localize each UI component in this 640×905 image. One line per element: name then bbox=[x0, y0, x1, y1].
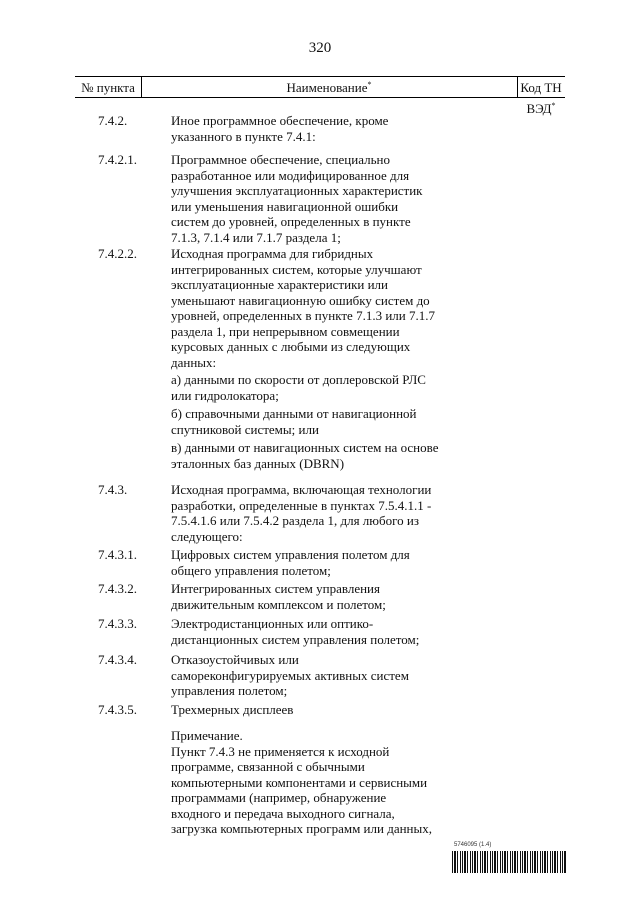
item-name: Отказоустойчивых или самореконфигурируемых активных систем управления полетом; bbox=[171, 652, 409, 698]
item-number: 7.4.3.3. bbox=[98, 616, 137, 631]
barcode-icon bbox=[452, 851, 567, 873]
item-number: 7.4.3. bbox=[98, 482, 128, 497]
column-header-code-label: Код ТН ВЭД bbox=[520, 80, 562, 116]
item-number: 7.4.3.5. bbox=[98, 702, 137, 717]
column-header-code-footnote-mark: * bbox=[551, 101, 556, 110]
table-header bbox=[75, 76, 565, 116]
page-number: 320 bbox=[308, 40, 332, 56]
note-text: Примечание. Пункт 7.4.3 не применяется к исходной программе, связанной с обычными компьютерными компонентами и сервисными программами (например, обнаружение входного и передача выходного сигнала, загрузка компьютерных программ или данных, bbox=[171, 728, 432, 836]
item-number: 7.4.3.2. bbox=[98, 581, 137, 596]
column-header-number-label: № пункта bbox=[81, 80, 135, 95]
sub-item-a: а) данными по скорости от доплеровской РЛС или гидролокатора; bbox=[171, 372, 426, 403]
item-number: 7.4.3.1. bbox=[98, 547, 137, 562]
item-name: Исходная программа для гибридных интегрированных систем, которые улучшают эксплуатационные характеристики или уменьшают навигационную ошибку систем до уровней, определенных в пункте 7.1.3 или 7.1.7 раздела 1, при непрерывном совмещении курсовых данных с любыми из следующих данных: bbox=[171, 246, 435, 370]
column-header-number bbox=[75, 77, 142, 98]
item-name: Иное программное обеспечение, кроме указанного в пункте 7.4.1: bbox=[171, 113, 389, 144]
item-name: Программное обеспечение, специально разработанное или модифицированное для улучшения эксплуатационных характеристик или уменьшения навигационной ошибки систем до уровней, определенных в пункте 7.1.3, 7.1.4 или 7.1.7 раздела 1; bbox=[171, 152, 423, 245]
item-name: Исходная программа, включающая технологии разработки, определенные в пунктах 7.5.4.1.1 - 7.5.4.1.6 или 7.5.4.2 раздела 1, для любого из следующего: bbox=[171, 482, 432, 544]
sub-item-b: б) справочными данными от навигационной спутниковой системы; или bbox=[171, 406, 417, 437]
column-header-name-footnote-mark: * bbox=[367, 80, 372, 89]
column-header-name bbox=[141, 77, 518, 98]
item-name: Трехмерных дисплеев bbox=[171, 702, 294, 717]
document-code: 5746095 (1.4) bbox=[454, 842, 492, 848]
item-number: 7.4.3.4. bbox=[98, 652, 137, 667]
item-number: 7.4.2.1. bbox=[98, 152, 137, 167]
item-number: 7.4.2.2. bbox=[98, 246, 137, 261]
column-header-name-label: Наименование bbox=[286, 80, 368, 95]
item-number: 7.4.2. bbox=[98, 113, 128, 128]
column-header-code bbox=[517, 77, 565, 116]
item-name: Интегрированных систем управления движительным комплексом и полетом; bbox=[171, 581, 386, 612]
item-name: Цифровых систем управления полетом для общего управления полетом; bbox=[171, 547, 410, 578]
sub-item-c: в) данными от навигационных систем на основе эталонных баз данных (DBRN) bbox=[171, 440, 439, 471]
item-name: Электродистанционных или оптико- дистанционных систем управления полетом; bbox=[171, 616, 420, 647]
